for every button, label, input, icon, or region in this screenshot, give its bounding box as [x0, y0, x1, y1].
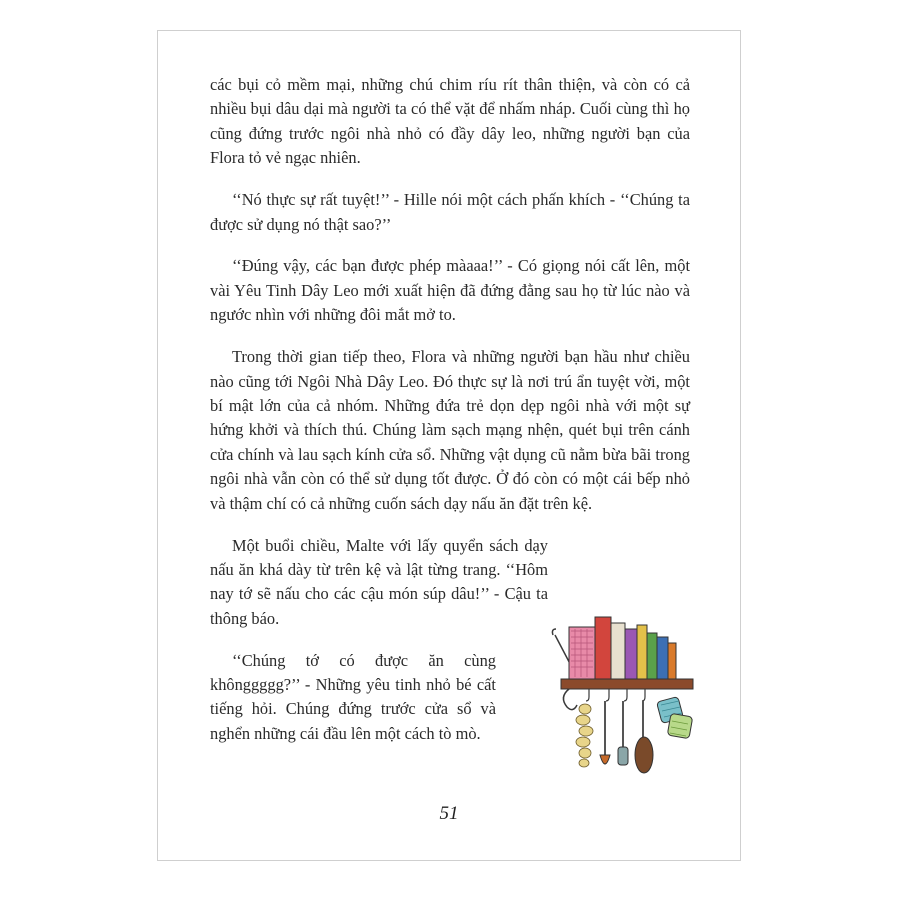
- cookbooks: [569, 617, 676, 679]
- paragraph-4: Trong thời gian tiếp theo, Flora và những người bạn hầu như chiều nào cũng tới Ngôi Nhà Dây Leo. Đó thực sự là nơi trú ẩn tuyệt vời, một bí mật lớn của cả nhóm. Những đứa trẻ dọn dẹp ngôi nhà với một sự hứng khởi và thích thú. Chúng làm sạch mạng nhện, quét bụi trên cánh cửa chính và lau sạch kính cửa sổ. Những vật dụng cũ nằm bừa bãi trong ngôi nhà vẫn còn có thể sử dụng tốt được. Ở đó còn có một cái bếp nhỏ và thậm chí có cả những cuốn sách dạy nấu ăn đặt trên kệ.: [210, 347, 690, 513]
- wooden-spoon: [635, 737, 653, 773]
- book-orange: [668, 643, 676, 679]
- hanging-hooks: [586, 689, 645, 701]
- book-page: [157, 30, 741, 861]
- garlic-braid: [576, 704, 593, 767]
- paragraph-5: Một buổi chiều, Malte với lấy quyển sách dạy nấu ăn khá dày từ trên kệ và lật từng trang. ‘‘Hôm nay tớ sẽ nấu cho các cậu món súp dâu!’’ - Cậu ta thông báo.: [210, 535, 548, 628]
- kitchen-shelf-illustration: [547, 587, 695, 777]
- paragraph-2: ‘‘Nó thực sự rất tuyệt!’’ - Hille nói một cách phấn khích - ‘‘Chúng ta được sử dụng nó thật sao?’’: [210, 190, 690, 234]
- page-number: 51: [439, 803, 459, 824]
- book-purple: [625, 629, 637, 679]
- paragraph-3: ‘‘Đúng vậy, các bạn được phép màaaa!’’ - Có giọng nói cất lên, một vài Yêu Tinh Dây Leo mới xuất hiện đã đứng đằng sau họ từ lúc nào và ngước nhìn với những đôi mắt mở to.: [210, 256, 690, 325]
- shelf-scroll-bracket: [563, 689, 577, 710]
- hanging-utensils: [600, 701, 653, 773]
- paragraph-1: các bụi cỏ mềm mại, những chú chim ríu rít thân thiện, và còn có cả nhiều bụi dâu dại mà người ta có thể vặt để nhấm nháp. Cuối cùng thì họ cũng đứng trước ngôi nhà nhỏ có đầy dây leo, những người bạn của Flora tỏ vẻ ngạc nhiên.: [210, 75, 690, 168]
- pot-holders: [657, 697, 693, 739]
- book-green: [647, 633, 657, 679]
- paragraph-6: ‘‘Chúng tớ có được ăn cùng khônggggg?’’ - Những yêu tinh nhỏ bé cất tiếng hỏi. Chúng đứng trước cửa sổ và nghển những cái đầu lên một cách tò mò.: [210, 650, 496, 743]
- book-red: [595, 617, 611, 679]
- book-yellow: [637, 625, 647, 679]
- book-pink: [569, 627, 595, 679]
- book-blue: [657, 637, 668, 679]
- spatula: [618, 747, 628, 765]
- bracket-hook: [552, 629, 556, 635]
- book-cream: [611, 623, 625, 679]
- ladle: [600, 755, 610, 764]
- shelf-board: [561, 679, 693, 689]
